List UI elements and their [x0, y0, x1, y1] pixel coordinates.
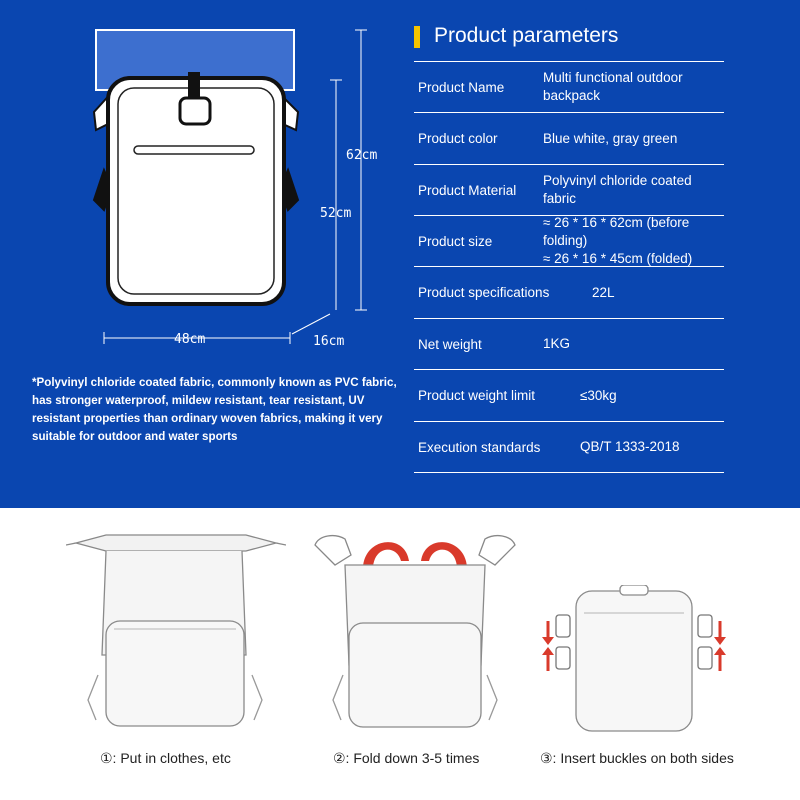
- depth-label: 16cm: [313, 334, 345, 349]
- param-label: Execution standards: [418, 439, 541, 455]
- param-value: [592, 267, 615, 318]
- param-label: Product weight limit: [418, 388, 536, 403]
- param-row-color: [414, 112, 724, 164]
- width-label: 48cm: [174, 332, 206, 347]
- pvc-note: *Polyvinyl chloride coated fabric, commonly known as PVC fabric, has stronger waterproof, mildew resistant, tear resistant, UV resistant properties than ordinary woven fabrics, making it very suitable for outdoor and water sports: [32, 376, 397, 443]
- param-value-line1: QB/T 1333-2018: [580, 439, 680, 454]
- step3-caption: ③: Insert buckles on both sides: [540, 750, 734, 766]
- param-row-weight: [414, 318, 724, 369]
- param-value-line2: fabric: [543, 191, 577, 206]
- param-label: Product Material: [418, 182, 517, 198]
- param-row-standards: [414, 421, 724, 473]
- step2-caption: ②: Fold down 3-5 times: [333, 750, 480, 766]
- param-value-line1: Polyvinyl chloride coated: [543, 173, 692, 188]
- param-label: Net weight: [418, 336, 482, 352]
- param-value-line1: 22L: [592, 284, 615, 300]
- param-row-spec: [414, 266, 724, 318]
- param-value-line1: Multi functional outdoor: [543, 70, 683, 85]
- step1-caption: ①: Put in clothes, etc: [100, 750, 231, 766]
- param-value-line1: 1KG: [543, 336, 571, 351]
- step3-illustration: [540, 585, 730, 740]
- param-label: Product Name: [418, 79, 505, 95]
- param-value-line2: ≈ 26 * 16 * 45cm (folded): [543, 251, 693, 266]
- step2-illustration: [305, 525, 525, 740]
- param-row-size: [414, 215, 724, 266]
- param-row-name: [414, 61, 724, 112]
- param-value-line2: backpack: [543, 88, 601, 103]
- param-value: [580, 370, 617, 421]
- height-body-label: 52cm: [320, 206, 352, 221]
- param-value: [543, 216, 724, 266]
- param-row-weight-limit: [414, 369, 724, 421]
- param-value-line1: ≈ 26 * 16 * 62cm (before folding): [543, 215, 690, 248]
- param-value: [543, 113, 677, 164]
- param-value-line1: Blue white, gray green: [543, 130, 678, 146]
- param-value: [580, 422, 680, 472]
- params-table: [414, 61, 724, 473]
- param-value: [543, 165, 692, 215]
- param-row-material: [414, 164, 724, 215]
- param-value: [543, 62, 683, 112]
- param-label: Product specifications: [418, 285, 550, 300]
- param-label: Product size: [418, 233, 493, 249]
- param-value: [543, 319, 570, 369]
- param-value-line1: ≤30kg: [580, 387, 617, 403]
- params-title: Product parameters: [434, 24, 619, 47]
- title-accent-bar: [414, 26, 420, 48]
- param-label: Product color: [418, 131, 498, 146]
- step1-illustration: [66, 525, 286, 740]
- height-total-label: 62cm: [346, 148, 378, 163]
